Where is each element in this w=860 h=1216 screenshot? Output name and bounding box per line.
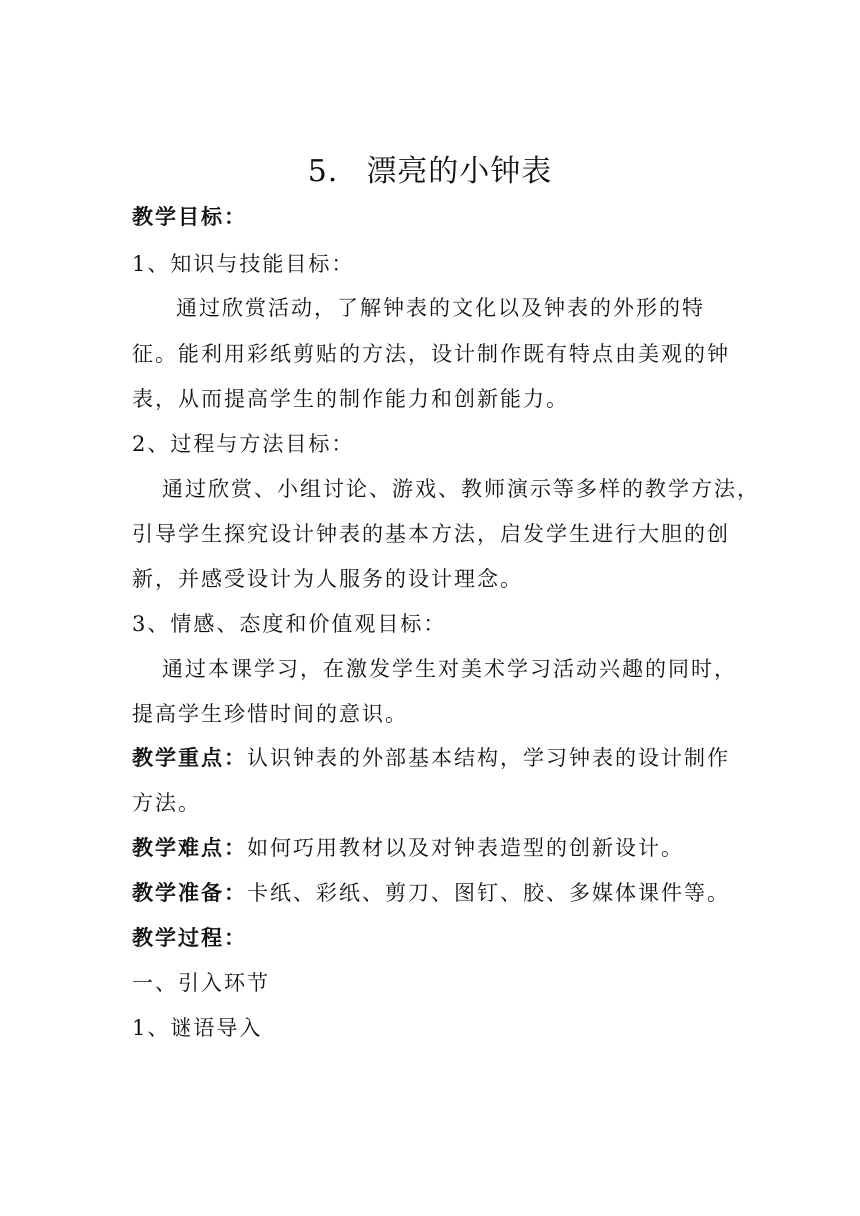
objective-3-line: 通过本课学习，在激发学生对美术学习活动兴趣的同时， [162, 657, 737, 681]
objective-2-heading: 2、过程与方法目标： [132, 432, 355, 456]
key-points-continuation: 方法。 [132, 791, 201, 815]
process-heading: 教学过程： [132, 925, 247, 950]
difficulty-label: 教学难点： [132, 835, 247, 860]
objective-1-line: 征。能利用彩纸剪贴的方法，设计制作既有特点由美观的钟 [132, 342, 730, 366]
objective-2-line: 引导学生探究设计钟表的基本方法，启发学生进行大胆的创 [132, 522, 730, 546]
objective-1-line: 表，从而提高学生的制作能力和创新能力。 [132, 387, 569, 411]
preparation-text: 卡纸、彩纸、剪刀、图钉、胶、多媒体课件等。 [247, 881, 730, 905]
objective-1-line: 通过欣赏活动，了解钟表的文化以及钟表的外形的特 [176, 296, 705, 320]
objective-2-line: 通过欣赏、小组讨论、游戏、教师演示等多样的教学方法， [162, 477, 760, 501]
section-1-heading: 一、引入环节 [132, 971, 270, 995]
page-title [0, 150, 860, 194]
objective-3-line: 提高学生珍惜时间的意识。 [132, 702, 408, 726]
key-points [132, 743, 730, 773]
title-number: 5. [307, 154, 339, 189]
preparation [132, 878, 730, 908]
preparation-label: 教学准备： [132, 880, 247, 905]
title-text: 漂亮的小钟表 [366, 154, 553, 189]
section-1-item-1: 1、谜语导入 [132, 1016, 263, 1040]
objective-3-heading: 3、情感、态度和价值观目标： [132, 612, 447, 636]
objectives-heading: 教学目标： [132, 204, 247, 229]
key-points-text: 认识钟表的外部基本结构，学习钟表的设计制作 [247, 746, 730, 770]
objective-2-line: 新，并感受设计为人服务的设计理念。 [132, 567, 523, 591]
difficulty-points [132, 833, 684, 863]
difficulty-text: 如何巧用教材以及对钟表造型的创新设计。 [247, 836, 684, 860]
objective-1-heading: 1、知识与技能目标： [132, 252, 355, 276]
key-points-label: 教学重点： [132, 745, 247, 770]
